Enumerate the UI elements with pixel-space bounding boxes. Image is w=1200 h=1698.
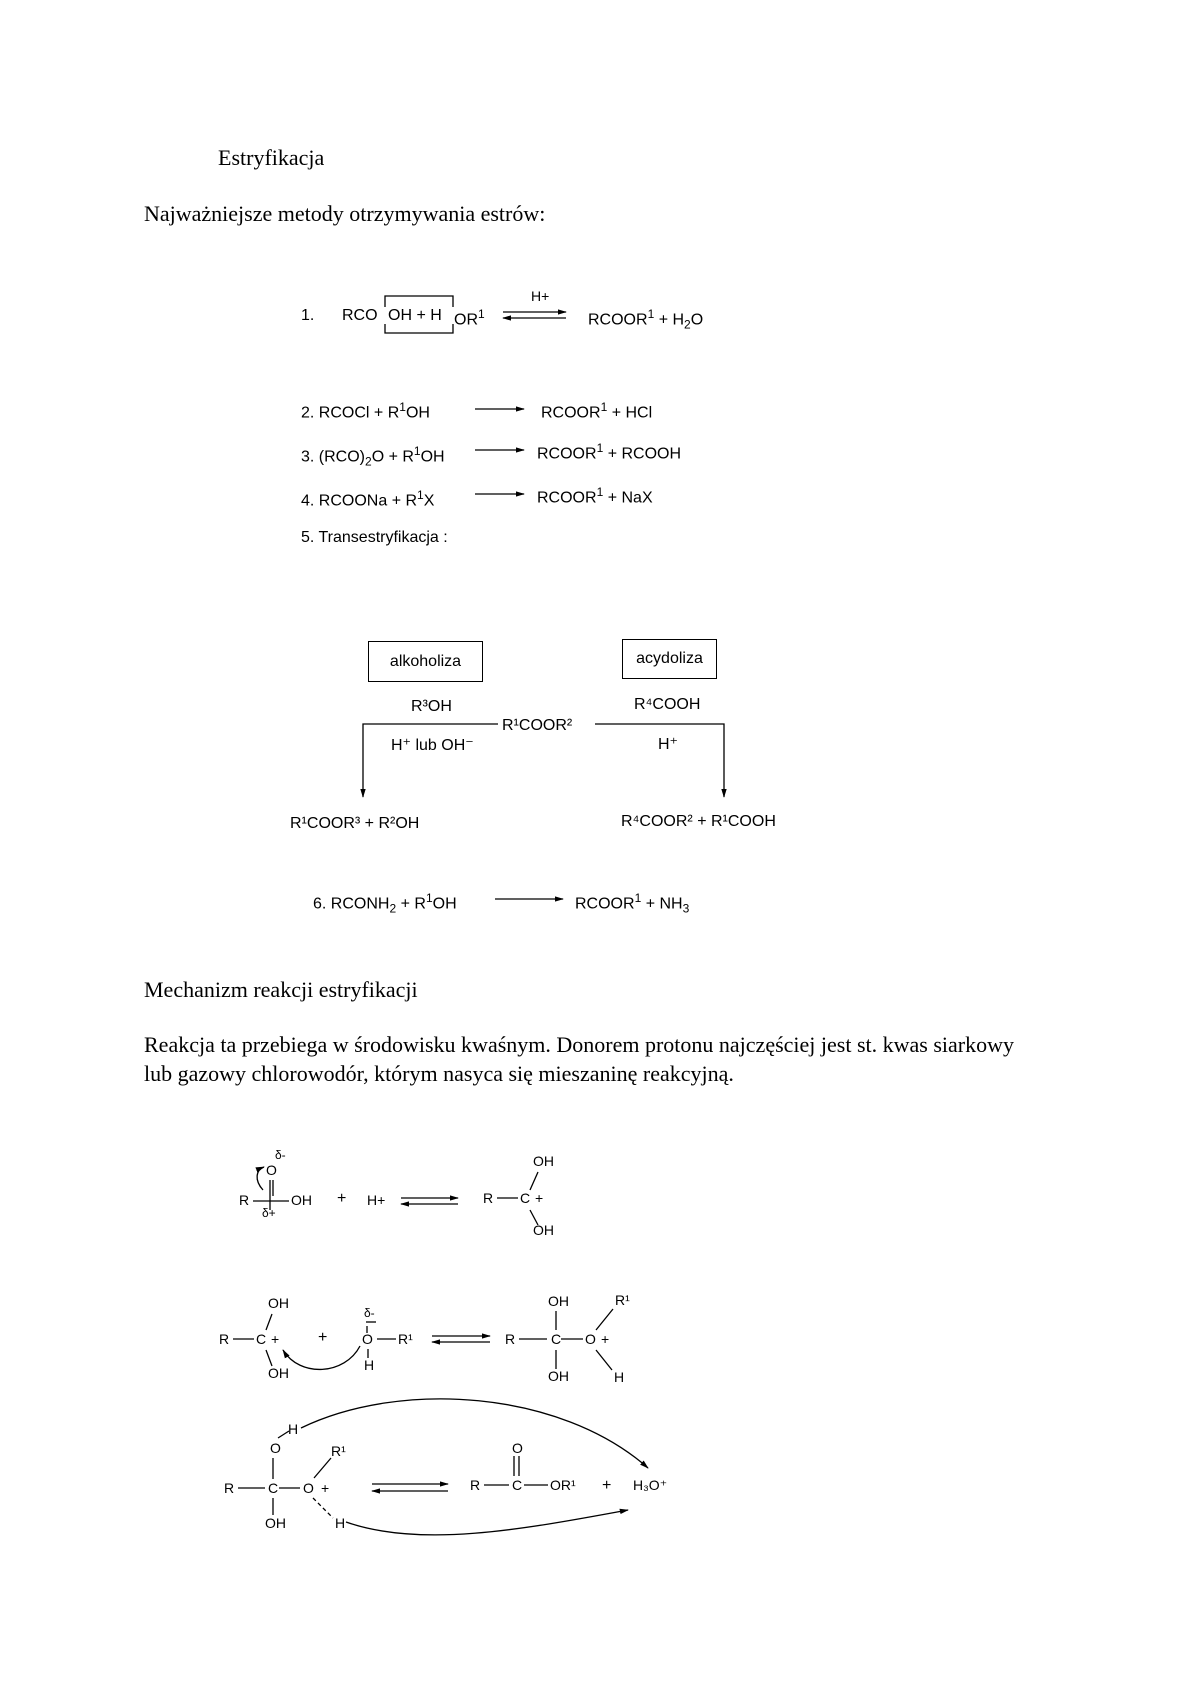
s3-h-bottom: H [335, 1515, 346, 1531]
alcoholysis-arrow [363, 724, 498, 797]
s3-product-or1: OR¹ [550, 1477, 576, 1493]
s1-product-c: C [520, 1190, 531, 1206]
s1-product-oh-top: OH [533, 1153, 554, 1169]
s2-plus: + [318, 1329, 328, 1346]
method-1-left-b: OH + H [388, 307, 442, 324]
method-6-products: $RCOOR^1 + NH_3$ [575, 891, 690, 916]
method-1-equilibrium-arrow [503, 312, 566, 318]
s2-product-plus: + [601, 1331, 610, 1347]
s3-product-o: O [512, 1440, 523, 1456]
s1-plus: + [337, 1190, 347, 1207]
s3-product-r: R [470, 1477, 481, 1493]
acidolysis-condition: H⁺ [658, 736, 678, 753]
s2-product-oh-bottom: OH [548, 1368, 569, 1384]
s2-product-h: H [614, 1369, 625, 1385]
method-6-reactants: 6. $RCONH_2 + R^1OH$ [313, 891, 457, 916]
s1-proton: H+ [367, 1192, 386, 1208]
s3-bonds [238, 1399, 648, 1535]
s1-product-plus: + [535, 1190, 544, 1206]
method-1-product: $RCOOR^1 + H_2O$ [588, 307, 704, 332]
ester-center: R¹COOR² [502, 717, 573, 734]
s2-oxygen: O [362, 1331, 373, 1347]
s1-r: R [239, 1192, 250, 1208]
acidolysis-reagent: R⁴COOH [634, 696, 701, 713]
s3-hydronium: H₃O⁺ [633, 1477, 668, 1493]
method-1-left-a: RCO [342, 307, 378, 324]
mechanism-paragraph: Reakcja ta przebiega w środowisku kwaśnym. Donorem protonu najczęściej jest st. kwas siarkowy lub gazowy chlorowodór, którym nasyca się mieszaninę reakcyjną. [144, 1032, 1014, 1086]
method-3-reactants: 3. $(RCO)_2O + R^1OH$ [301, 444, 445, 469]
alcoholysis-box: alkoholiza [368, 641, 483, 682]
s2-c-plus: + [271, 1331, 280, 1347]
s2-bonds [233, 1309, 613, 1370]
method-2-reactants: 2. RCOCl + $R^1OH$ [301, 400, 430, 422]
s2-product-r1: R¹ [615, 1292, 630, 1308]
s2-product-o: O [585, 1331, 596, 1347]
s2-oh-bottom: OH [268, 1365, 289, 1381]
method-2-products: $RCOOR^1$ + HCl [541, 400, 653, 422]
method-1-number: 1. [301, 307, 315, 324]
s3-o-top: O [270, 1440, 281, 1456]
method-4-reactants: 4. RCOONa + $R^1X$ [301, 488, 435, 510]
s2-product-oh-top: OH [548, 1293, 569, 1309]
s3-r1: R¹ [331, 1443, 346, 1459]
s3-product-c: C [512, 1477, 523, 1493]
s2-product-c: C [551, 1331, 562, 1347]
intro-text: Najważniejsze metody otrzymywania estrów: [144, 201, 546, 226]
s1-product-oh-bottom: OH [533, 1222, 554, 1238]
page-heading: Estryfikacja [218, 145, 325, 170]
s3-r: R [224, 1480, 235, 1496]
method-1-catalyst: H+ [531, 288, 550, 304]
acidolysis-arrow [595, 724, 724, 797]
s1-product-r: R [483, 1190, 494, 1206]
s3-oh-bottom: OH [265, 1515, 286, 1531]
s3-o-plus: + [321, 1480, 330, 1496]
alcoholysis-reagent: R³OH [411, 698, 452, 715]
s3-h-top: H [288, 1421, 299, 1437]
s3-product-plus: + [602, 1477, 612, 1494]
mechanism-heading: Mechanizm reakcji estryfikacji [144, 977, 418, 1002]
s1-delta-plus: δ+ [262, 1206, 276, 1220]
s1-delta-minus: δ- [275, 1148, 286, 1162]
s1-bonds [253, 1167, 538, 1225]
acidolysis-product: R⁴COOR² + R¹COOH [621, 813, 776, 830]
alcoholysis-product: R¹COOR³ + R²OH [290, 815, 420, 832]
method-3-products: $RCOOR^1$ + RCOOH [537, 441, 682, 463]
s3-c: C [268, 1480, 279, 1496]
acidolysis-box: acydoliza [622, 639, 717, 679]
s2-c: C [256, 1331, 267, 1347]
s3-o-right: O [303, 1480, 314, 1496]
s2-delta-minus: δ- [364, 1306, 375, 1320]
s2-r1: R¹ [398, 1331, 413, 1347]
s2-oh-top: OH [268, 1295, 289, 1311]
s2-h: H [364, 1357, 375, 1373]
method-1-brackets [385, 296, 453, 333]
method-1-left-c: $OR^1$ [454, 307, 485, 329]
s1-oh: OH [291, 1192, 312, 1208]
s2-r: R [219, 1331, 230, 1347]
s1-oxygen: O [266, 1162, 277, 1178]
method-4-products: $RCOOR^1$ + NaX [537, 485, 653, 507]
alcoholysis-condition: H⁺ lub OH⁻ [391, 737, 474, 754]
method-5-label: 5. Transestryfikacja : [301, 529, 448, 546]
s2-product-r: R [505, 1331, 516, 1347]
